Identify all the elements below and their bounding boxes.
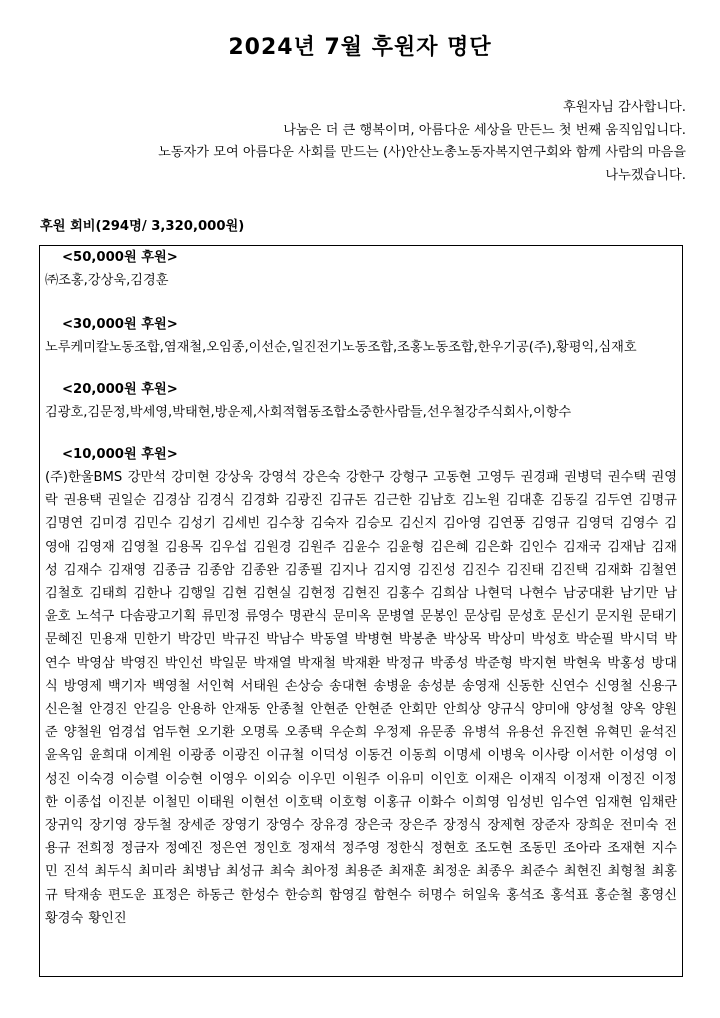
section-heading: <50,000원 후원> — [62, 250, 178, 265]
section-heading: <30,000원 후원> — [62, 317, 178, 332]
donor-section-30000 — [40, 313, 682, 359]
greeting-message — [36, 97, 686, 187]
donor-names: 노루케미칼노동조합,염재철,오임종,이선순,일진전기노동조합,조홍노동조합,한우기공(주),황평익,심재호 — [45, 340, 637, 355]
greeting-line: 후원자님 감사합니다. — [562, 100, 686, 115]
donor-list-box — [39, 245, 683, 977]
donor-section-10000 — [40, 443, 682, 930]
page-title: 2024년 7월 후원자 명단 — [228, 35, 492, 60]
section-heading: <20,000원 후원> — [62, 382, 178, 397]
donor-section-20000 — [40, 378, 682, 424]
greeting-line: 노동자가 모여 아름다운 사회를 만드는 (사)안산노총노동자복지연구회와 함께 사람의 마음을 — [158, 145, 686, 160]
total-heading: 후원 회비(294명/ 3,320,000원) — [40, 219, 245, 234]
greeting-line: 나누겠습니다. — [605, 167, 686, 183]
donor-names: 김광호,김문정,박세영,박태현,방운제,사회적협동조합소중한사람들,선우철강주식회사,이항수 — [45, 405, 572, 420]
donor-section-50000 — [40, 246, 682, 292]
greeting-line: 나눔은 더 큰 행복이며, 아름다운 세상을 만든느 첫 번째 움직임입니다. — [283, 122, 686, 138]
section-heading: <10,000원 후원> — [62, 447, 178, 462]
donor-names: (주)한울BMS 강만석 강미현 강상욱 강영석 강은숙 강한구 강형구 고동현 고영두 권경패 권병덕 권수택 권영락 권용택 권일순 김경삼 김경식 김경화 김광진 김규돈 김근한 김남호 김노원 김대훈 김동길 김두연 김명규 김명연 김미경 김민수 김성기 김세빈 김수창 김숙자 김승모 김신지 김아영 김연풍 김영규 김영덕 김영수 김영애 김영재 김영철 김용목 김우섭 김원경 김원주 김윤수 김윤형 김은혜 김은화 김인수 김재국 김재남 김재성 김재수 김재영 김종금 김종암 김종완 김종필 김지나 김지영 김진성 김진수 김진태 김진택 김재화 김철연 김철호 김태희 김한나 김행일 김현 김현실 김현정 김현진 김홍수 김희삼 나현덕 나현수 남궁대환 남기만 남윤호 노석구 다솜광고기획 류민정 류영수 명관식 문미옥 문병열 문봉인 문상림 문성호 문신기 문지원 문태기 문혜진 민용재 민한기 박강민 박규진 박남수 박동열 박병현 박봉춘 박상목 박상미 박성호 박순필 박시덕 박연수 박영삼 박영진 박인선 박일문 박재열 박재철 박재환 박정규 박종성 박준형 박지현 박현욱 박홍성 방대식 방영제 백기자 백영철 서인혁 서태원 손상승 송대현 송병윤 송성분 송영재 신동한 신연수 신영철 신용구 신은철 안경진 안길응 안용하 안재동 안종철 안현준 안현준 안회만 안희상 양규식 양미애 양성철 양옥 양원준 양철원 엄경섭 엄두현 오기환 오명록 오종택 우순희 우정제 유문종 유병석 유용선 유진현 유혁민 윤석진 윤옥임 윤희대 이계원 이광종 이광진 이규철 이덕성 이동건 이동희 이명세 이병욱 이사랑 이서한 이성영 이성진 이숙경 이승렬 이승현 이영우 이외승 이우민 이원주 이유미 이인호 이재은 이재직 이정재 이정진 이정한 이종섭 이진분 이철민 이태원 이현선 이호택 이호형 이홍규 이화수 이희영 임성빈 임수연 임재현 임채란 장귀익 장기영 장두철 장세준 장영기 장영수 장유경 장은국 장은주 장정식 장제현 장준자 장희운 전미숙 전용규 전희정 정금자 정예진 정은연 정인호 정재석 정주영 정한식 정현호 조도현 조동민 조아라 조재현 지수민 진석 최두식 최미라 최병남 최성규 최숙 최아정 최용준 최재훈 최정운 최종우 최준수 최현진 최형철 최홍규 탁재송 편도운 표정은 하동근 한성수 한승희 함영길 함현수 허명수 허일욱 홍석조 홍석표 홍순철 홍영신 황경숙 황인진 — [45, 470, 677, 926]
donor-names: ㈜조홍,강상욱,김경훈 — [45, 273, 169, 288]
